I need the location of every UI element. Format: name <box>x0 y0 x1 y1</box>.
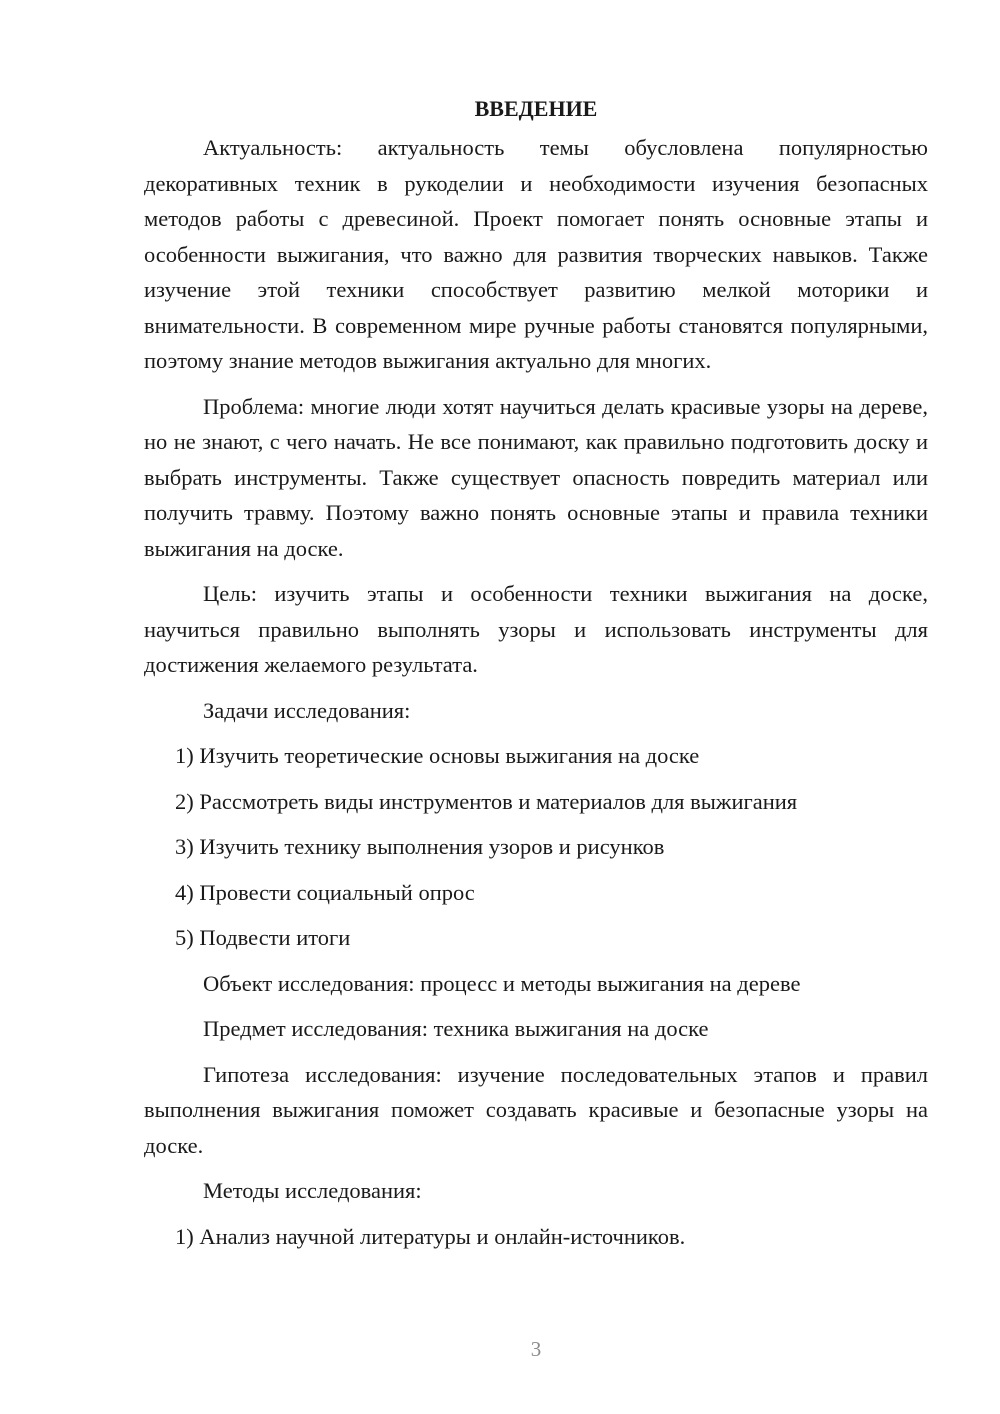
tasks-heading: Задачи исследования: <box>203 697 411 723</box>
page-content <box>144 92 928 1264</box>
hypothesis-paragraph: Гипотеза исследования: изучение последовательных этапов и правил выполнения выжигания поможет создавать красивые и безопасные узоры на доске. <box>144 1061 928 1158</box>
list-item: 4) Провести социальный опрос <box>175 879 475 905</box>
relevance-paragraph: Актуальность: актуальность темы обусловлена популярностью декоративных техник в рукоделии и необходимости изучения безопасных методов работы с древесиной. Проект помогает понять основные этапы и особенности выжигания, что важно для развития творческих навыков. Также изучение этой техники способствует развитию мелкой моторики и внимательности. В современном мире ручные работы становятся популярными, поэтому знание методов выжигания актуально для многих. <box>144 135 928 373</box>
list-item: 5) Подвести итоги <box>175 925 351 950</box>
problem-paragraph: Проблема: многие люди хотят научиться делать красивые узоры на дереве, но не знают, с чего начать. Не все понимают, как правильно подготовить доску и выбрать инструменты. Также существует опасность повредить материал или получить травму. Поэтому важно понять основные этапы и правила техники выжигания на доске. <box>144 393 928 561</box>
list-item: 3) Изучить технику выполнения узоров и рисунков <box>175 834 665 859</box>
page-number: 3 <box>530 1337 542 1361</box>
object-line: Объект исследования: процесс и методы выжигания на дереве <box>203 970 801 996</box>
goal-paragraph: Цель: изучить этапы и особенности техники выжигания на доске, научиться правильно выполнять узоры и использовать инструменты для достижения желаемого результата. <box>144 581 928 677</box>
subject-line: Предмет исследования: техника выжигания на доске <box>203 1016 709 1041</box>
methods-heading: Методы исследования: <box>203 1178 422 1203</box>
section-title: ВВЕДЕНИЕ <box>474 96 598 121</box>
list-item: 1) Изучить теоретические основы выжигания на доске <box>175 743 700 768</box>
list-item: 2) Рассмотреть виды инструментов и материалов для выжигания <box>175 788 798 814</box>
list-item: 1) Анализ научной литературы и онлайн-источников. <box>175 1223 686 1249</box>
